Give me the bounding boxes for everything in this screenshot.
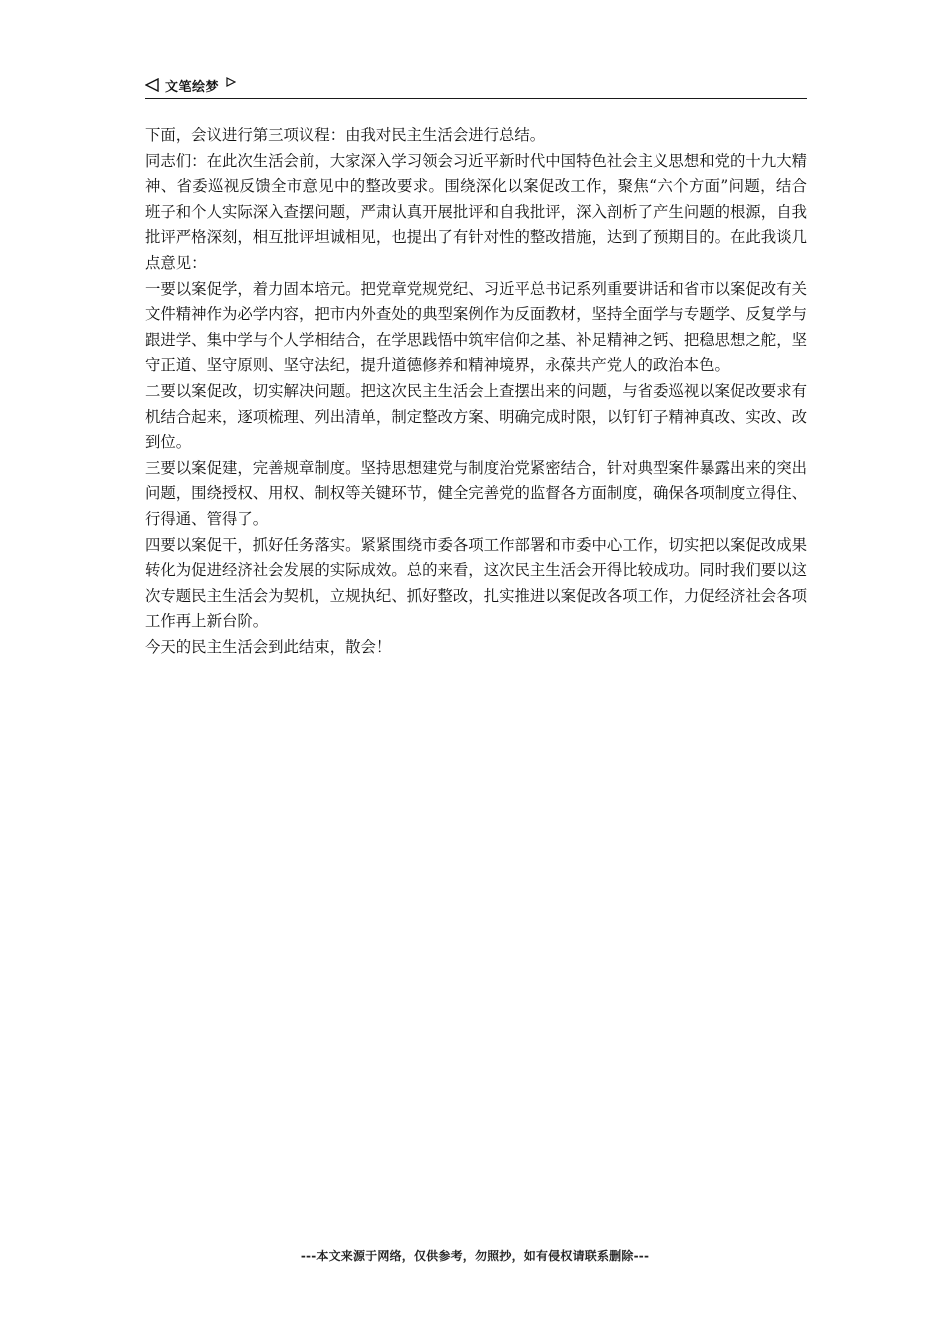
header-brand-group [145, 76, 236, 94]
header-brand: 文笔绘梦 [165, 79, 220, 95]
paragraph-agenda: 下面，会议进行第三项议程：由我对民主生活会进行总结。 [145, 126, 546, 144]
footer-disclaimer: ---本文来源于网络，仅供参考，勿照抄，如有侵权请联系删除--- [300, 1249, 650, 1263]
paragraph-closing: 今天的民主生活会到此结束，散会！ [145, 637, 392, 656]
document-body [145, 123, 807, 660]
paragraph-intro: 同志们：在此次生活会前，大家深入学习领会习近平新时代中国特色社会主义思想和党的十九大精神、省委巡视反馈全市意见中的整改要求。围绕深化以案促改工作，聚焦“六个方面”问题，结合班子和个人实际深入查摆问题，严肃认真开展批评和自我批评，深入剖析了产生问题的根源，自我批评严格深刻，相互批评坦诚相见，也提出了有针对性的整改措施，达到了预期目的。在此我谈几点意见： [145, 151, 807, 272]
triangle-left-outline-icon [145, 78, 159, 92]
paragraph-point-4: 四要以案促干，抓好任务落实。紧紧围绕市委各项工作部署和市委中心工作，切实把以案促改成果转化为促进经济社会发展的实际成效。总的来看，这次民主生活会开得比较成功。同时我们要以这次专题民主生活会为契机，立规执纪、抓好整改，扎实推进以案促改各项工作，力促经济社会各项工作再上新台阶。 [145, 535, 807, 631]
triangle-right-outline-icon [226, 77, 236, 87]
paragraph-point-2: 二要以案促改，切实解决问题。把这次民主生活会上查摆出来的问题，与省委巡视以案促改要求有机结合起来，逐项梳理、列出清单，制定整改方案、明确完成时限，以钉钉子精神真改、实改、改到位。 [145, 381, 807, 452]
page-header [145, 72, 807, 99]
paragraph-point-1: 一要以案促学，着力固本培元。把党章党规党纪、习近平总书记系列重要讲话和省市以案促改有关文件精神作为必学内容，把市内外查处的典型案例作为反面教材，坚持全面学与专题学、反复学与跟进学、集中学与个人学相结合，在学思践悟中筑牢信仰之基、补足精神之钙、把稳思想之舵，坚守正道、坚守原则、坚守法纪，提升道德修养和精神境界，永葆共产党人的政治本色。 [145, 279, 807, 375]
paragraph-point-3: 三要以案促建，完善规章制度。坚持思想建党与制度治党紧密结合，针对典型案件暴露出来的突出问题，围绕授权、用权、制权等关键环节，健全完善党的监督各方面制度，确保各项制度立得住、行得通、管得了。 [145, 458, 807, 528]
